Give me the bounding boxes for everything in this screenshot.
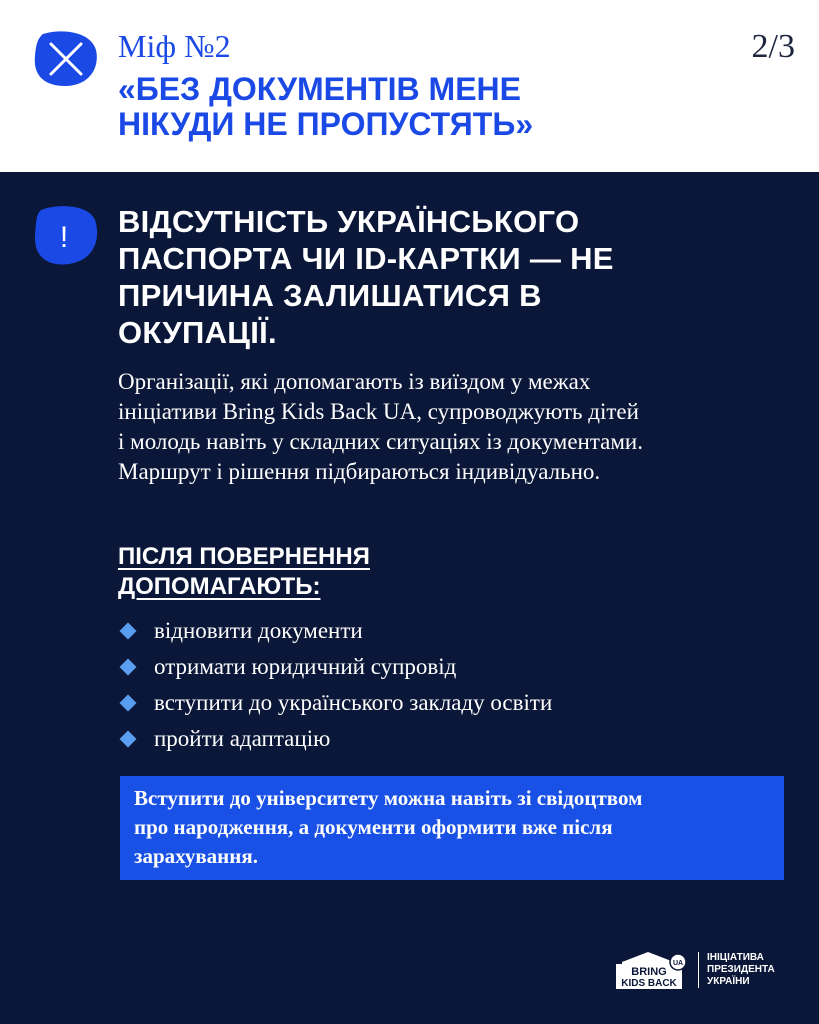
list-item [118,721,552,757]
after-return-heading-line: ПІСЛЯ ПОВЕРНЕННЯ [118,543,370,570]
body-paragraph [118,367,798,487]
callout-line: зарахування. [134,844,258,868]
list-item-text: відновити документи [154,618,363,643]
list-item-text: отримати юридичний супровід [154,654,457,679]
callout-line: Вступити до університету можна навіть зі свідоцтвом [134,786,643,810]
myth-label: Міф №2 [118,28,231,64]
body-line: Організації, які допомагають із виїздом у межах [118,369,591,394]
heading-line: ВІДСУТНІСТЬ УКРАЇНСЬКОГО [118,204,580,239]
body-line: ініціативи Bring Kids Back UA, супроводжують дітей [118,399,639,424]
diamond-bullet-icon [120,659,137,676]
myth-quote-line: «БЕЗ ДОКУМЕНТІВ МЕНЕ [118,71,521,107]
body-line: Маршрут і рішення підбираються індивідуально. [118,459,601,484]
cross-icon [33,30,99,88]
bring-kids-back-logo [614,950,794,990]
after-return-heading-line: ДОПОМАГАЮТЬ: [118,573,321,600]
house-logo-icon [614,950,690,990]
list-item [118,649,552,685]
logo-line1: BRING [631,966,667,978]
heading-line: ПАСПОРТА ЧИ ID-КАРТКИ — НЕ [118,241,614,276]
diamond-bullet-icon [120,623,137,640]
logo-divider [698,952,699,988]
diamond-bullet-icon [120,731,137,748]
list-item-text: вступити до українського закладу освіти [154,690,553,715]
exclamation-symbol: ! [59,221,69,254]
logo-line2: KIDS BACK [621,978,677,989]
logo-caption-line: ІНІЦІАТИВА [707,952,764,963]
myth-quote [118,72,798,142]
heading-line: ОКУПАЦІЇ. [118,315,277,350]
logo-caption [707,952,775,988]
body-line: і молодь навіть у складних ситуаціях із документами. [118,429,643,454]
list-item [118,613,552,649]
logo-ua-badge: UA [672,960,684,967]
myth-quote-line: НІКУДИ НЕ ПРОПУСТЯТЬ» [118,106,534,142]
callout-box [120,776,784,880]
logo-caption-line: ПРЕЗИДЕНТА [707,964,775,975]
diamond-bullet-icon [120,695,137,712]
main-heading [118,203,788,351]
callout-line: про народження, а документи оформити вже після [134,815,613,839]
after-return-heading [118,542,370,602]
exclamation-icon [33,204,99,266]
list-item-text: пройти адаптацію [154,726,331,751]
page-indicator: 2/3 [751,28,795,65]
logo-caption-line: УКРАЇНИ [707,976,750,987]
list-item [118,685,552,721]
heading-line: ПРИЧИНА ЗАЛИШАТИСЯ В [118,278,542,313]
after-return-list [118,613,552,757]
